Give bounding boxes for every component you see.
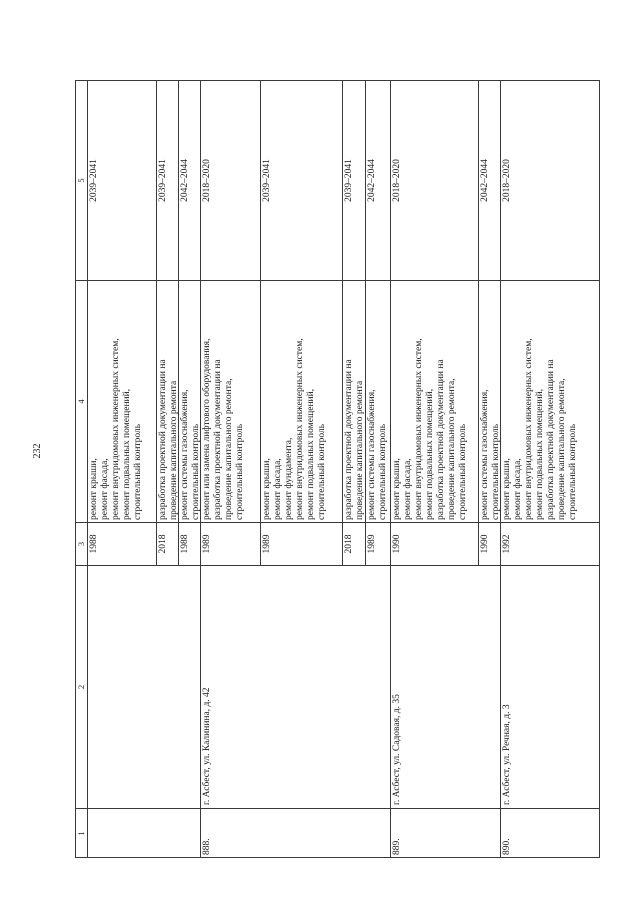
work-item-line: разработка проектной документации на	[436, 359, 446, 520]
period-cell	[343, 80, 366, 280]
work-item-line: ремонт крыши,	[89, 458, 99, 520]
year-cell	[201, 522, 261, 565]
work-item-line: ремонт внутридомовых инженерных систем,	[111, 338, 121, 520]
planned-period: 2042–2044	[367, 159, 377, 202]
work-item-line: ремонт крыши,	[502, 458, 512, 520]
works-cell	[157, 280, 179, 522]
year-cell	[343, 522, 366, 565]
commissioning-year: 1989	[262, 534, 272, 554]
work-item-line: ремонт подвальных помещений,	[425, 388, 435, 520]
planned-period: 2039–2041	[158, 159, 168, 202]
work-item-line: разработка проектной документации на	[344, 359, 354, 520]
work-item-line: разработка проектной документации на	[546, 359, 556, 520]
year-cell	[479, 522, 501, 565]
works-cell	[366, 280, 391, 522]
work-item-line: строительный контроль	[491, 423, 501, 520]
commissioning-year: 2018	[344, 534, 354, 554]
column-header-cell	[75, 280, 88, 522]
planned-period: 2039–2041	[262, 159, 272, 202]
work-item-line: ремонт системы газоснабжения,	[180, 389, 190, 520]
planned-period: 2042–2044	[480, 159, 490, 202]
work-item-line: ремонт внутридомовых инженерных систем,	[414, 338, 424, 520]
year-cell	[501, 522, 600, 565]
commissioning-year: 1990	[480, 534, 490, 554]
column-header-cell	[75, 80, 88, 280]
row-number: 890.	[502, 838, 512, 855]
planned-period: 2018–2020	[502, 159, 512, 202]
work-item-line: разработка проектной документации на	[213, 359, 223, 520]
address-cell	[88, 565, 201, 808]
works-cell	[479, 280, 501, 522]
commissioning-year: 1988	[180, 534, 190, 554]
row-number: 888.	[202, 838, 212, 855]
work-item-line: строительный контроль	[458, 423, 468, 520]
commissioning-year: 1990	[392, 534, 402, 554]
work-item-line: строительный контроль	[378, 423, 388, 520]
work-item-line: ремонт подвальных помещений,	[122, 388, 132, 520]
row-number-cell	[201, 808, 391, 858]
works-cell	[501, 280, 600, 522]
address-cell	[201, 565, 391, 808]
commissioning-year: 1989	[202, 534, 212, 554]
commissioning-year: 2018	[158, 534, 168, 554]
building-address: г. Асбест, ул. Калинина, д. 42	[202, 687, 212, 805]
work-item-line: ремонт фасада,	[403, 458, 413, 520]
period-cell	[366, 80, 391, 280]
row-number-cell	[391, 808, 501, 858]
period-cell	[501, 80, 600, 280]
works-cell	[88, 280, 157, 522]
work-item-line: ремонт фундамента,	[284, 437, 294, 520]
row-number-cell	[501, 808, 600, 858]
work-item-line: ремонт крыши,	[392, 458, 402, 520]
work-item-line: строительный контроль	[133, 423, 143, 520]
column-number: 1	[76, 831, 86, 836]
planned-period: 2039–2041	[344, 159, 354, 202]
work-item-line: ремонт или замена лифтового оборудования,	[202, 338, 212, 520]
building-address: г. Асбест, ул. Речная, д. 3	[502, 704, 512, 805]
year-cell	[157, 522, 179, 565]
column-header-cell	[75, 808, 88, 858]
work-item-line: проведение капитального ремонта	[169, 380, 179, 520]
period-cell	[157, 80, 179, 280]
work-item-line: проведение капитального ремонта,	[447, 378, 457, 520]
work-item-line: ремонт подвальных помещений,	[306, 388, 316, 520]
column-header-cell	[75, 565, 88, 808]
address-cell	[391, 565, 501, 808]
work-item-line: проведение капитального ремонта,	[557, 378, 567, 520]
period-cell	[179, 80, 201, 280]
year-cell	[261, 522, 343, 565]
year-cell	[179, 522, 201, 565]
commissioning-year: 1992	[502, 534, 512, 554]
work-item-line: ремонт системы газоснабжения,	[367, 389, 377, 520]
work-item-line: ремонт фасада,	[513, 458, 523, 520]
work-item-line: проведение капитального ремонта,	[224, 378, 234, 520]
works-cell	[343, 280, 366, 522]
commissioning-year: 1988	[89, 534, 99, 554]
column-header-cell	[75, 522, 88, 565]
period-cell	[261, 80, 343, 280]
work-item-line: ремонт внутридомовых инженерных систем,	[295, 338, 305, 520]
column-number: 4	[76, 399, 86, 404]
planned-period: 2039–2041	[89, 159, 99, 202]
page-number: 232	[32, 443, 43, 459]
work-item-line: строительный контроль	[235, 423, 245, 520]
planned-period: 2042–2044	[180, 159, 190, 202]
work-item-line: ремонт фасада,	[100, 458, 110, 520]
work-item-line: проведение капитального ремонта	[355, 380, 365, 520]
work-item-line: строительный контроль	[191, 423, 201, 520]
work-item-line: разработка проектной документации на	[158, 359, 168, 520]
year-cell	[391, 522, 479, 565]
column-number: 2	[76, 684, 86, 690]
building-address: г. Асбест, ул. Садовая, д. 35	[392, 694, 402, 805]
work-item-line: ремонт фасада,	[273, 458, 283, 520]
work-item-line: ремонт внутридомовых инженерных систем,	[524, 338, 534, 520]
period-cell	[391, 80, 479, 280]
works-cell	[261, 280, 343, 522]
row-number-cell	[88, 808, 201, 858]
capital-repair-table	[75, 80, 600, 858]
row-number: 889.	[392, 838, 402, 855]
work-item-line: строительный контроль	[317, 423, 327, 520]
period-cell	[88, 80, 157, 280]
year-cell	[366, 522, 391, 565]
address-cell	[501, 565, 600, 808]
commissioning-year: 1989	[367, 534, 377, 554]
column-number: 3	[76, 541, 86, 547]
works-cell	[179, 280, 201, 522]
year-cell	[88, 522, 157, 565]
column-number: 5	[76, 178, 86, 183]
work-item-line: ремонт подвальных помещений,	[535, 388, 545, 520]
works-cell	[391, 280, 479, 522]
planned-period: 2018–2020	[392, 159, 402, 202]
work-item-line: строительный контроль	[568, 423, 578, 520]
period-cell	[201, 80, 261, 280]
works-cell	[201, 280, 261, 522]
period-cell	[479, 80, 501, 280]
work-item-line: ремонт системы газоснабжения,	[480, 389, 490, 520]
planned-period: 2018–2020	[202, 159, 212, 202]
work-item-line: ремонт крыши,	[262, 458, 272, 520]
